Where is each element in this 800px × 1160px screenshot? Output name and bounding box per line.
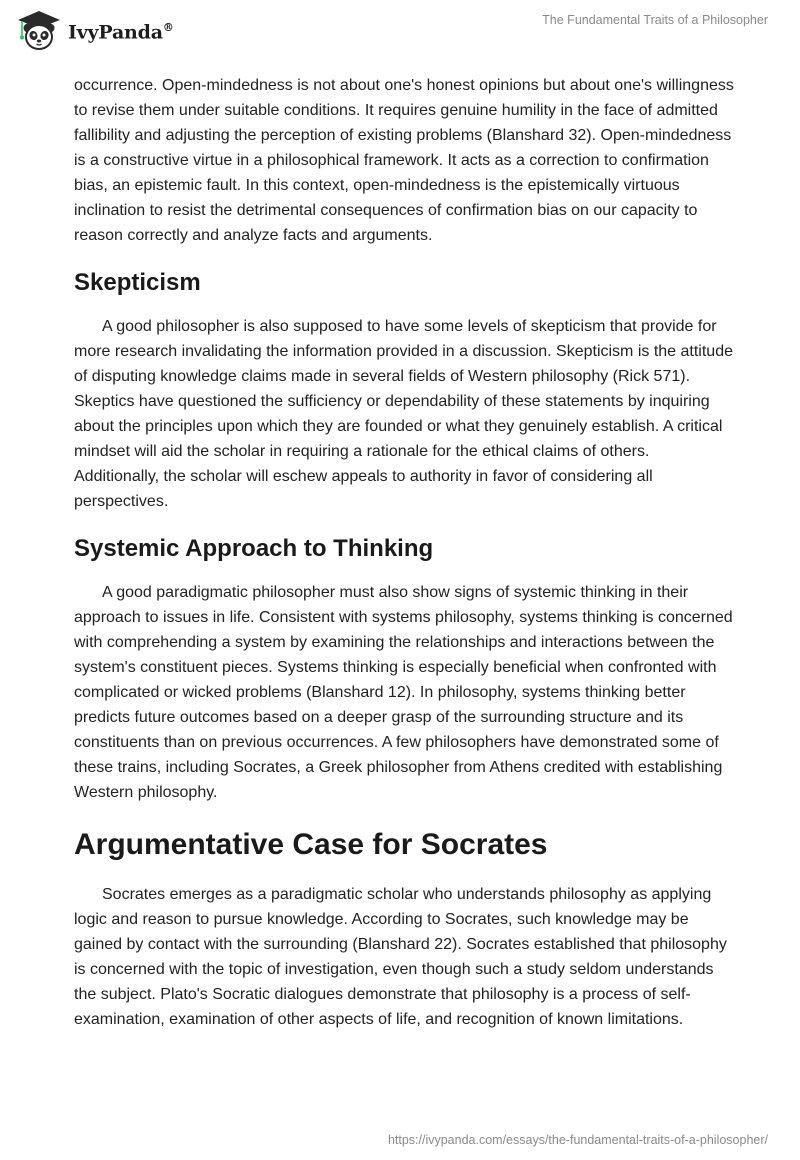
brand-name: IvyPanda® bbox=[68, 20, 174, 44]
argumentative-paragraph: Socrates emerges as a paradigmatic scholar who understands philosophy as applying logic and reason to pursue knowledge. According to Socrates, such knowledge may be gained by contact with the surrounding (Blanshard 22). Socrates established that philosophy is concerned with the topic of investigation, even though such a study seldom understands the subject. Plato's Socratic dialogues demonstrate that philosophy is a process of self-examination, examination of other aspects of life, and recognition of known limitations. bbox=[74, 886, 727, 1028]
document-title: The Fundamental Traits of a Philosopher bbox=[542, 13, 768, 27]
systemic-heading: Systemic Approach to Thinking bbox=[74, 535, 434, 562]
source-url-link[interactable]: https://ivypanda.com/essays/the-fundamental-traits-of-a-philosopher/ bbox=[387, 1133, 768, 1147]
panda-graduation-cap-icon bbox=[16, 10, 62, 52]
intro-paragraph: occurrence. Open-mindedness is not about one's honest opinions but about one's willingness to revise them under suitable conditions. It requires genuine humility in the face of admitted fallibility and adjusting the perception of existing problems (Blanshard 32). Open-mindedness is a constructive virtue in a philosophical framework. It acts as a correction to confirmation bias, an epistemic fault. In this context, open-mindedness is the epistemically virtuous inclination to resist the detrimental consequences of confirmation bias on our capacity to reason correctly and analyze facts and arguments. bbox=[74, 77, 734, 244]
ivypanda-logo[interactable] bbox=[16, 10, 174, 52]
essay-content bbox=[74, 70, 734, 1032]
argumentative-heading: Argumentative Case for Socrates bbox=[74, 828, 548, 861]
systemic-paragraph: A good paradigmatic philosopher must also show signs of systemic thinking in their approach to issues in life. Consistent with systems philosophy, systems thinking is concerned with comprehending a system by examining the relationships and interactions between the system's constituent pieces. Systems thinking is especially beneficial when confronted with complicated or wicked problems (Blanshard 12). In philosophy, systems thinking better predicts future outcomes based on a deeper grasp of the surrounding structure and its constituents than on previous occurrences. A few philosophers have demonstrated some of these trains, including Socrates, a Greek philosopher from Athens credited with establishing Western philosophy. bbox=[74, 584, 733, 801]
page-header bbox=[0, 0, 800, 70]
skepticism-paragraph: A good philosopher is also supposed to have some levels of skepticism that provide for more research invalidating the information provided in a discussion. Skepticism is the attitude of disputing knowledge claims made in several fields of Western philosophy (Rick 571). Skeptics have questioned the sufficiency or dependability of these statements by inquiring about the principles upon which they are founded or what they genuinely establish. A critical mindset will aid the scholar in requiring a rationale for the ethical claims of others. Additionally, the scholar will eschew appeals to authority in favor of considering all perspectives. bbox=[74, 318, 733, 510]
skepticism-heading: Skepticism bbox=[74, 269, 201, 296]
